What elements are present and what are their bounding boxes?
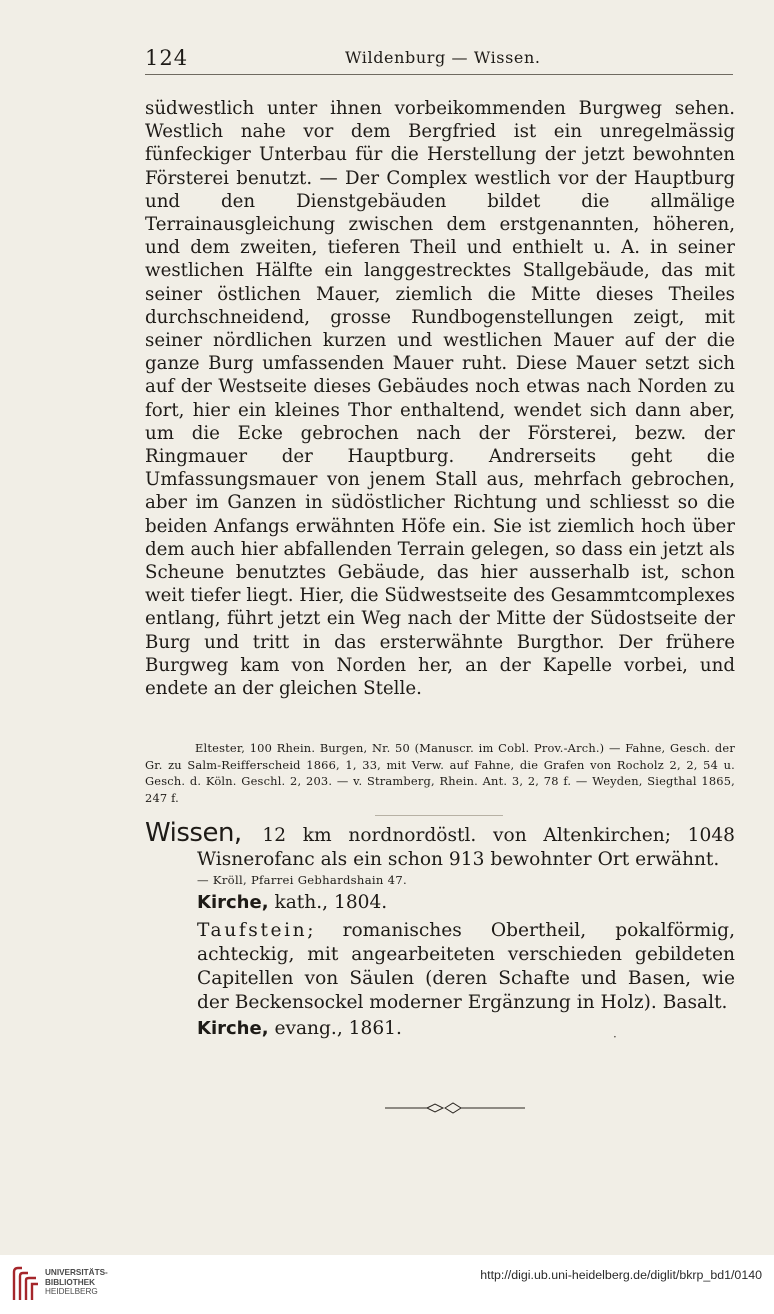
library-name — [45, 1268, 108, 1297]
page-number: 124 — [145, 46, 189, 70]
entry-wissen — [145, 818, 735, 1043]
library-line-3: HEIDELBERG — [45, 1287, 98, 1297]
entry-heading: Wissen, — [145, 818, 242, 848]
entry-intro: 12 km nordnordöstl. von Altenkirchen; 1048 Wisnerofanc als ein schon 913 bewohnter Ort erwähnt. — [197, 825, 735, 870]
kirche-kath-line — [197, 889, 735, 917]
kirche-evang-line — [197, 1015, 735, 1043]
body-paragraph: südwestlich unter ihnen vorbeikommenden Burgweg sehen. Westlich nahe vor dem Bergfried ist ein unregelmässig fünfeckiger Unterbau für die Herstellung der jetzt bewohnten Försterei benutzt. — Der Complex westlich vor der Hauptburg und den Dienstgebäuden bildet die allmälige Terrainausgleichung zwischen dem erstgenannten, höheren, und dem zweiten, tieferen Theil und enthielt u. A. in seiner westlichen Hälfte ein langgestrecktes Stallgebäude, das mit seiner östlichen Mauer, ziemlich die Mitte dieses Theiles durchschneidend, grosse Rundbogenstellungen zeigt, mit seiner nördlichen kurzen und westlichen Mauer auf der die ganze Burg umfassenden Mauer ruht. Diese Mauer setzt sich auf der Westseite dieses Gebäudes noch etwas nach Norden zu fort, hier ein kleines Thor enthaltend, wendet sich dann aber, um die Ecke gebrochen nach der Försterei, bezw. der Ringmauer der Hauptburg. Andrerseits geht die Umfassungsmauer von jenem Stall aus, mehrfach gebrochen, aber im Ganzen in südöstlicher Richtung und schliesst so die beiden Anfangs erwähnten Höfe ein. Sie ist ziemlich hoch über dem auch hier abfallenden Terrain gelegen, so dass ein jetzt als Scheune benutztes Gebäude, das hier ausserhalb ist, schon weit tiefer liegt. Hier, die Südwestseite des Gesammtcomplexes entlang, führt jetzt ein Weg nach der Mitte der Südostseite der Burg und tritt in das ersterwähnte Burgthor. Der frühere Burgweg kam von Norden her, an der Kapelle vorbei, und endete an der gleichen Stelle. — [145, 98, 735, 700]
kirche-evang-heading: Kirche, — [197, 1018, 269, 1039]
footnote: Eltester, 100 Rhein. Burgen, Nr. 50 (Manuscr. im Cobl. Prov.-Arch.) — Fahne, Gesch. der Gr. zu Salm-Reifferscheid 1866, 1, 33, mit Verw. auf Fahne, die Grafen von Rocholz 2, 2, 54 u. Gesch. d. Köln. Geschl. 2, 203. — v. Stramberg, Rhein. Ant. 3, 2, 78 f. — Weyden, Siegthal 1865, 247 f. — [145, 741, 735, 805]
kirche-kath-text: kath., 1804. — [274, 892, 388, 913]
source-url-link[interactable]: http://digi.ub.uni-heidelberg.de/diglit/bkrp_bd1/0140 — [480, 1268, 762, 1282]
ink-speck: · — [613, 1030, 617, 1044]
header-rule — [145, 74, 733, 75]
section-divider — [375, 815, 503, 816]
entry-intro-paragraph — [145, 818, 735, 871]
library-line-1: UNIVERSITÄTS- — [45, 1268, 108, 1277]
taufstein-text: ; romanisches Obertheil, pokalförmig, achteckig, mit angearbeiteten verschieden gebildeten Capitellen von Säulen (deren Schafte und Basen, wie der Beckensockel moderner Ergänzung in Holz). Basalt. — [197, 920, 735, 1013]
taufstein-heading: Taufstein — [197, 920, 308, 941]
running-title: Wildenburg — Wissen. — [345, 48, 541, 67]
entry-reference: — Kröll, Pfarrei Gebhardshain 47. — [197, 873, 408, 887]
library-logo — [8, 1264, 42, 1304]
kirche-kath-heading: Kirche, — [197, 892, 269, 913]
end-ornament — [385, 1100, 525, 1116]
kirche-evang-text: evang., 1861. — [274, 1018, 402, 1039]
taufstein-paragraph — [197, 919, 735, 1015]
library-line-2: BIBLIOTHEK — [45, 1277, 96, 1287]
footer-bar — [0, 1255, 774, 1314]
page-header — [145, 44, 735, 72]
